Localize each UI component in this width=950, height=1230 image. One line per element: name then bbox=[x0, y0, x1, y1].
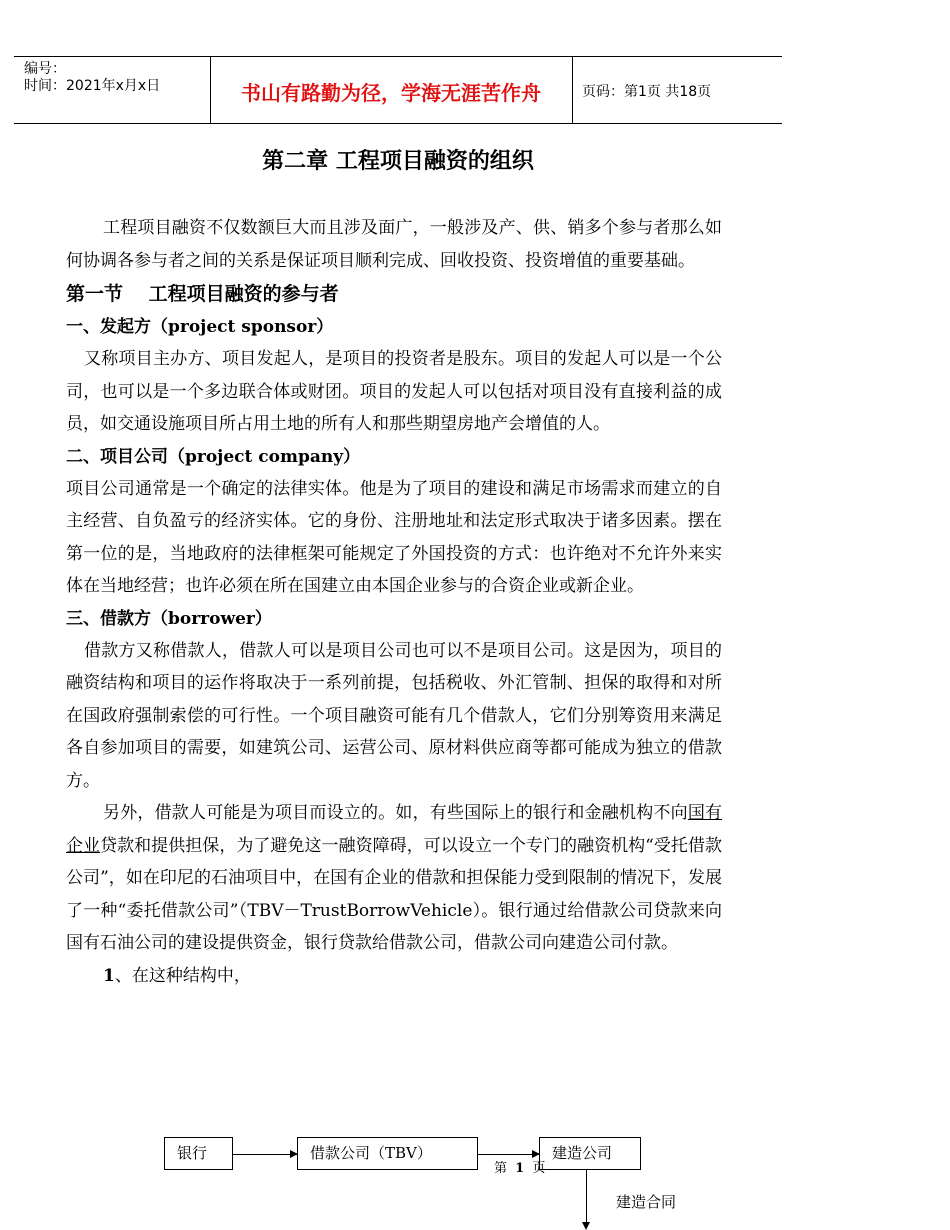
bank-box: 银行 bbox=[164, 1137, 233, 1170]
tbv-box: 借款公司（TBV） bbox=[297, 1137, 478, 1170]
sponsor-heading: 一、发起方（project sponsor） bbox=[66, 317, 334, 337]
chapter-title: 第二章 工程项目融资的组织 bbox=[262, 149, 534, 174]
header-meta bbox=[24, 61, 160, 95]
intro-paragraph: 工程项目融资不仅数额巨大而且涉及面广，一般涉及产、供、销多个参与者那么如何协调各参与者之间的关系是保证项目顺利完成、回收投资、投资增值的重要基础。 bbox=[66, 218, 722, 271]
section-heading: 第一节 工程项目融资的参与者 bbox=[66, 283, 339, 305]
doc-time-label: 时间：2021年x月x日 bbox=[24, 78, 161, 94]
document-body bbox=[66, 212, 722, 992]
text-run: 、在这种结构中， bbox=[114, 965, 251, 986]
list-number: 1 bbox=[103, 965, 115, 986]
company-paragraph: 项目公司通常是一个确定的法律实体。他是为了项目的建设和满足市场需求而建立的自主经营、自负盈亏的经济实体。它的身份、注册地址和法定形式取决于诸多因素。摆在第一位的是，当地政府的法律框架可能规定了外国投资的方式：也许绝对不允许外来实体在当地经营；也许必须在所在国建立由本国企业参与的合资企业或新企业。 bbox=[66, 478, 722, 596]
arrow-head bbox=[582, 1222, 590, 1230]
header-divider bbox=[572, 57, 573, 123]
borrower-heading: 三、借款方（borrower） bbox=[66, 608, 272, 629]
arrow-tbv-to-builder bbox=[478, 1154, 539, 1155]
page-footer bbox=[494, 1157, 545, 1176]
footer-suffix: 页 bbox=[532, 1161, 546, 1176]
borrower-paragraph-2 bbox=[66, 797, 722, 960]
text-run: 贷款和提供担保，为了避免这一融资障碍，可以设立一个专门的融资机构“受托借款公司”，如在印尼的石油项目中，在国有企业的借款和担保能力受到限制的情况下，发展了一种“委托借款公司”（TBV－TrustBorrowVehicle）。银行通过给借款公司贷款来向国有石油公司的建设提供资金，银行贷款给借款公司，借款公司向建造公司付款。 bbox=[66, 835, 722, 953]
company-heading: 二、项目公司（project company） bbox=[66, 446, 361, 467]
arrow-bank-to-tbv bbox=[233, 1154, 297, 1155]
state-enterprise-link[interactable]: 国有企业 bbox=[66, 803, 723, 856]
doc-number-label: 编号： bbox=[24, 61, 66, 77]
borrower-paragraph: 借款方又称借款人，借款人可以是项目公司也可以不是项目公司。这是因为，项目的融资结构和项目的运作将取决于一系列前提，包括税收、外汇管制、担保的取得和对所在国政府强制索偿的可行性。一个项目融资可能有几个借款人，它们分别筹资用来满足各自参加项目的需要，如建筑公司、运营公司、原材料供应商等都可能成为独立的借款方。 bbox=[66, 640, 722, 791]
header-page-info: 页码：第1页 共18页 bbox=[582, 84, 712, 100]
footer-prefix: 第 bbox=[494, 1161, 508, 1176]
footer-page-number: 1 bbox=[515, 1161, 525, 1176]
text-run: 另外，借款人可能是为项目而设立的。如，有些国际上的银行和金融机构不向 bbox=[103, 803, 688, 823]
arrow-builder-down bbox=[586, 1170, 587, 1222]
page-header bbox=[14, 56, 782, 124]
builder-box: 建造公司 bbox=[539, 1137, 641, 1170]
contract-label: 建造合同 bbox=[616, 1193, 677, 1211]
structure-intro bbox=[66, 960, 722, 993]
header-motto: 书山有路勤为径，学海无涯苦作舟 bbox=[241, 81, 541, 105]
sponsor-paragraph: 又称项目主办方、项目发起人，是项目的投资者是股东。项目的发起人可以是一个公司，也可以是一个多边联合体或财团。项目的发起人可以包括对项目没有直接利益的成员，如交通设施项目所占用土地的所有人和那些期望房地产会增值的人。 bbox=[66, 349, 722, 434]
